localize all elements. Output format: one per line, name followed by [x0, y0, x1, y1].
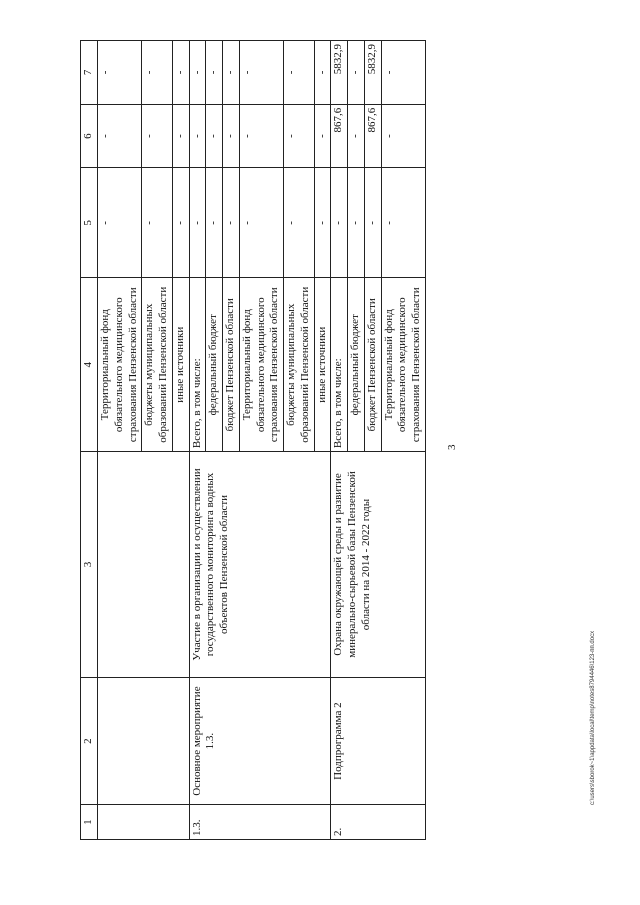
table-cell: [98, 452, 190, 678]
table-cell: 2.: [331, 805, 426, 840]
header-cell: 5: [81, 168, 98, 278]
table-cell: -: [381, 168, 425, 278]
table-cell: -: [348, 104, 365, 168]
budget-table: [80, 40, 426, 840]
table-cell: иные источники: [314, 278, 331, 452]
header-cell: 3: [81, 452, 98, 678]
table-cell: -: [189, 104, 206, 168]
header-row: [81, 41, 98, 840]
table-cell: -: [142, 41, 173, 105]
table-cell: -: [142, 168, 173, 278]
table-cell: -: [348, 168, 365, 278]
table-cell: [98, 805, 190, 840]
table-cell: -: [98, 104, 142, 168]
table-cell: -: [348, 41, 365, 105]
table-cell: Охрана окружающей среды и развитие минерально-сырьевой базы Пензенской области на 2014 - 2022 годы: [331, 452, 426, 678]
table-cell: 5832,9: [331, 41, 348, 105]
table-cell: -: [364, 168, 381, 278]
table-cell: федеральный бюджет: [348, 278, 365, 452]
table-cell: 5832,9: [364, 41, 381, 105]
table-cell: -: [223, 41, 240, 105]
table-row: [331, 41, 348, 840]
table-cell: -: [314, 104, 331, 168]
header-cell: 4: [81, 278, 98, 452]
table-cell: 867,6: [331, 104, 348, 168]
table-cell: -: [381, 41, 425, 105]
table-cell: -: [314, 41, 331, 105]
table-cell: -: [172, 41, 189, 105]
table-cell: -: [189, 168, 206, 278]
rotated-table-area: [80, 44, 640, 840]
table-row: [189, 41, 206, 840]
table-cell: 867,6: [364, 104, 381, 168]
table-cell: -: [239, 41, 283, 105]
table-cell: -: [206, 168, 223, 278]
table-cell: 1.3.: [189, 805, 331, 840]
table-cell: -: [172, 104, 189, 168]
table-cell: -: [98, 41, 142, 105]
table-cell: иные источники: [172, 278, 189, 452]
table-cell: -: [223, 168, 240, 278]
table-cell: Всего, в том числе:: [189, 278, 206, 452]
page-number: 3: [446, 444, 458, 450]
table-cell: -: [189, 41, 206, 105]
table-cell: Основное мероприятие 1.3.: [189, 677, 331, 804]
table-cell: -: [98, 168, 142, 278]
table-cell: бюджеты муниципальных образований Пензенской области: [284, 278, 315, 452]
table-cell: -: [381, 104, 425, 168]
header-cell: 6: [81, 104, 98, 168]
table-cell: Территориальный фонд обязательного медицинского страхования Пензенской области: [98, 278, 142, 452]
table-cell: -: [142, 104, 173, 168]
table-cell: -: [239, 104, 283, 168]
table-cell: -: [206, 104, 223, 168]
table-cell: федеральный бюджет: [206, 278, 223, 452]
table-cell: -: [331, 168, 348, 278]
table-row: [98, 41, 142, 840]
table-cell: бюджет Пензенской области: [364, 278, 381, 452]
table-cell: -: [284, 104, 315, 168]
table-cell: бюджет Пензенской области: [223, 278, 240, 452]
header-cell: 1: [81, 805, 98, 840]
header-cell: 2: [81, 677, 98, 804]
table-cell: Территориальный фонд обязательного медицинского страхования Пензенской области: [381, 278, 425, 452]
table-cell: [98, 677, 190, 804]
table-cell: -: [284, 168, 315, 278]
table-cell: -: [172, 168, 189, 278]
table-cell: Подпрограмма 2: [331, 677, 426, 804]
table-cell: Всего, в том числе:: [331, 278, 348, 452]
table-cell: -: [206, 41, 223, 105]
table-cell: -: [239, 168, 283, 278]
table-cell: бюджеты муниципальных образований Пензенской области: [142, 278, 173, 452]
table-cell: Территориальный фонд обязательного медицинского страхования Пензенской области: [239, 278, 283, 452]
table-cell: -: [223, 104, 240, 168]
footer-file-path: c:\users\sborok~1\appdata\local\temp\notes8794446\123-пп.docx: [590, 630, 596, 805]
table-cell: -: [284, 41, 315, 105]
table-cell: -: [314, 168, 331, 278]
table-cell: Участие в организации и осуществлении государственного мониторинга водных объектов Пензенской области: [189, 452, 331, 678]
header-cell: 7: [81, 41, 98, 105]
